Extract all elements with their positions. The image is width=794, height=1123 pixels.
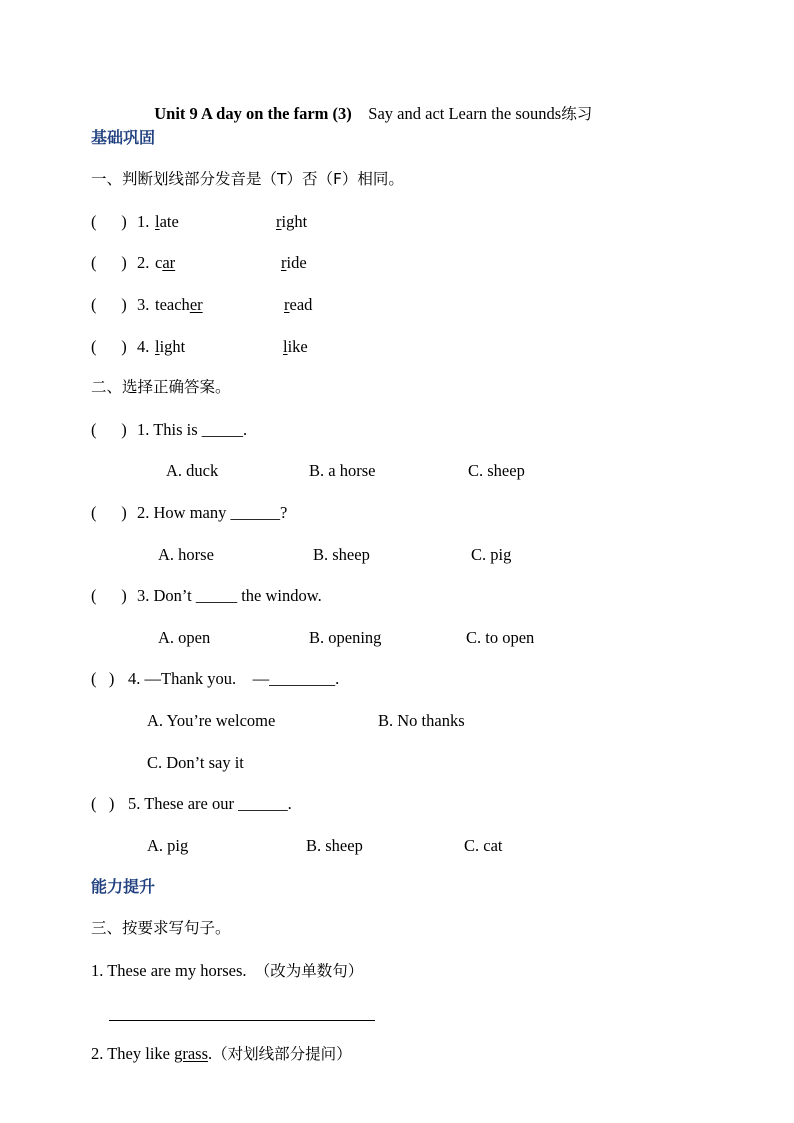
- sentence-2: 2. They like grass.（对划线部分提问）: [91, 1044, 352, 1063]
- section-heading-advanced: 能力提升: [91, 877, 156, 896]
- option-a: A. pig: [147, 836, 189, 855]
- section-heading-basic: 基础巩固: [91, 128, 156, 147]
- answer-line-1[interactable]: [109, 1020, 375, 1021]
- word-a: teacher: [155, 295, 203, 314]
- answer-paren[interactable]: ( ): [91, 337, 127, 356]
- item-number: 2.: [137, 253, 150, 272]
- option-b: B. No thanks: [378, 711, 465, 730]
- word-b: read: [284, 295, 313, 314]
- title-cn: 练习: [561, 104, 593, 123]
- word-b: right: [276, 212, 308, 231]
- word-a: late: [155, 212, 179, 231]
- page-title: [146, 89, 592, 122]
- word-b: ride: [281, 253, 307, 272]
- question-text: 2. How many ______?: [137, 503, 288, 522]
- title-subtitle: Say and act Learn the sounds: [368, 103, 562, 123]
- answer-paren[interactable]: ( ): [91, 420, 127, 439]
- word-a: light: [155, 337, 186, 356]
- option-b: B. sheep: [306, 836, 363, 855]
- option-a: A. horse: [158, 545, 214, 564]
- answer-paren[interactable]: ( ): [91, 295, 127, 314]
- title-unit: Unit 9 A day on the farm (3): [154, 103, 352, 123]
- option-c: C. pig: [471, 545, 512, 564]
- answer-paren[interactable]: ( ): [91, 503, 127, 522]
- question-text: 3. Don’t _____ the window.: [137, 586, 322, 605]
- question-text: 1. This is _____.: [137, 420, 248, 439]
- part1-heading: 一、判断划线部分发音是（T）否（F）相同。: [91, 170, 404, 188]
- answer-paren[interactable]: ( ): [91, 253, 127, 272]
- option-a: A. duck: [166, 461, 219, 480]
- word-a: car: [155, 253, 176, 272]
- option-a: A. You’re welcome: [147, 711, 276, 730]
- answer-paren[interactable]: ( ): [91, 794, 115, 813]
- part2-heading: 二、选择正确答案。: [91, 378, 231, 396]
- option-b: B. opening: [309, 628, 382, 647]
- option-c: C. Don’t say it: [147, 753, 244, 772]
- item-number: 3.: [137, 295, 150, 314]
- question-text: 4. —Thank you. —________.: [128, 669, 340, 688]
- item-number: 4.: [137, 337, 150, 356]
- word-b: like: [283, 337, 308, 356]
- part3-heading: 三、按要求写句子。: [91, 919, 231, 937]
- question-text: 5. These are our ______.: [128, 794, 292, 813]
- option-b: B. a horse: [309, 461, 376, 480]
- option-a: A. open: [158, 628, 211, 647]
- answer-paren[interactable]: ( ): [91, 586, 127, 605]
- sentence-1: 1. These are my horses. （改为单数句）: [91, 961, 364, 980]
- option-c: C. sheep: [468, 461, 525, 480]
- item-number: 1.: [137, 212, 150, 231]
- option-c: C. cat: [464, 836, 503, 855]
- option-c: C. to open: [466, 628, 535, 647]
- answer-paren[interactable]: ( ): [91, 669, 115, 688]
- answer-paren[interactable]: ( ): [91, 212, 127, 231]
- option-b: B. sheep: [313, 545, 370, 564]
